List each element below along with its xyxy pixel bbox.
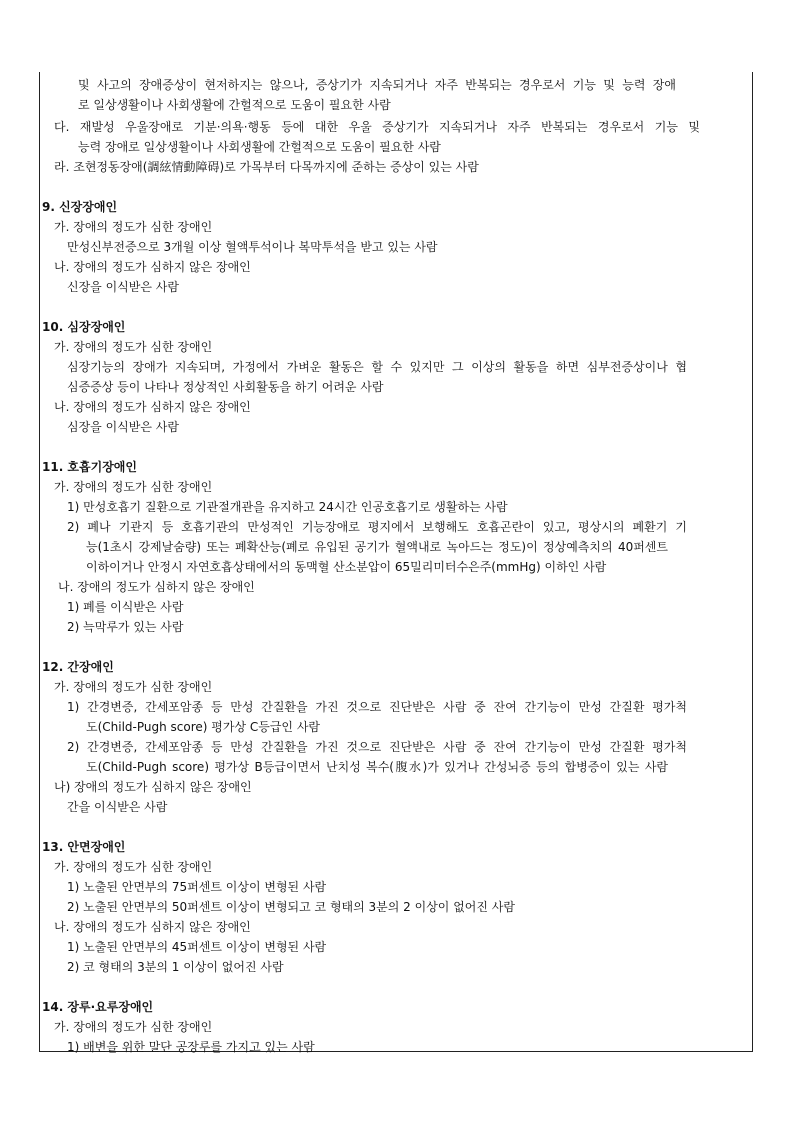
text-line: 가. 장애의 정도가 심한 장애인 <box>54 220 213 234</box>
text-line: 나) 장애의 정도가 심하지 않은 장애인 <box>54 780 252 794</box>
text-line: 1) 만성호흡기 질환으로 기관절개관을 유지하고 24시간 인공호흡기로 생활하는 사람 <box>67 500 508 514</box>
text-line: 나. 장애의 정도가 심하지 않은 장애인 <box>54 920 251 934</box>
text-line: 1) 폐를 이식받은 사람 <box>67 600 184 614</box>
text-line: 2) 폐나 기관지 등 호흡기관의 만성적인 기능장애로 평지에서 보행해도 호흡곤란이 있고, 평상시의 폐환기 기 <box>67 520 687 534</box>
text-line: 도(Child-Pugh score) 평가상 B등급이면서 난치성 복수(腹水)가 있거나 간성뇌증 등의 합병증이 있는 사람 <box>86 760 668 774</box>
text-line: 가. 장애의 정도가 심한 장애인 <box>54 480 213 494</box>
section-heading: 14. 장루·요루장애인 <box>42 1000 154 1014</box>
text-line: 능력 장애로 일상생활이나 사회생활에 간헐적으로 도움이 필요한 사람 <box>78 140 441 154</box>
text-line: 가. 장애의 정도가 심한 장애인 <box>54 680 213 694</box>
text-line: 심장을 이식받은 사람 <box>67 420 179 434</box>
text-line: 가. 장애의 정도가 심한 장애인 <box>54 860 213 874</box>
text-line: 심장기능의 장애가 지속되며, 가정에서 가벼운 활동은 할 수 있지만 그 이상의 활동을 하면 심부전증상이나 협 <box>67 360 687 374</box>
text-line: 1) 노출된 안면부의 75퍼센트 이상이 변형된 사람 <box>67 880 327 894</box>
text-line: 2) 노출된 안면부의 50퍼센트 이상이 변형되고 코 형태의 3분의 2 이상이 없어진 사람 <box>67 900 515 914</box>
section-heading: 13. 안면장애인 <box>42 840 126 854</box>
text-line: 및 사고의 장애증상이 현저하지는 않으나, 증상기가 지속되거나 자주 반복되는 경우로서 기능 및 능력 장애 <box>78 78 676 92</box>
text-line: 간을 이식받은 사람 <box>67 800 168 814</box>
section-heading: 10. 심장장애인 <box>42 320 126 334</box>
text-line: 나. 장애의 정도가 심하지 않은 장애인 <box>58 580 255 594</box>
text-line: 2) 코 형태의 3분의 1 이상이 없어진 사람 <box>67 960 284 974</box>
text-line: 만성신부전증으로 3개월 이상 혈액투석이나 복막투석을 받고 있는 사람 <box>67 240 438 254</box>
text-line: 도(Child-Pugh score) 평가상 C등급인 사람 <box>86 720 321 734</box>
text-line: 다. 재발성 우울장애로 기분·의욕·행동 등에 대한 우울 증상기가 지속되거나 자주 반복되는 경우로서 기능 및 <box>54 120 700 134</box>
section-heading: 9. 신장장애인 <box>42 200 118 214</box>
section-heading: 11. 호흡기장애인 <box>42 460 137 474</box>
text-line: 2) 간경변증, 간세포암종 등 만성 간질환을 가진 것으로 진단받은 사람 중 잔여 간기능이 만성 간질환 평가척 <box>67 740 687 754</box>
text-line: 능(1초시 강제날숨량) 또는 폐확산능(폐로 유입된 공기가 혈액내로 녹아드는 정도)이 정상예측치의 40퍼센트 <box>86 540 668 554</box>
text-line: 1) 노출된 안면부의 45퍼센트 이상이 변형된 사람 <box>67 940 327 954</box>
text-line: 가. 장애의 정도가 심한 장애인 <box>54 340 213 354</box>
text-line: 이하이거나 안정시 자연호흡상태에서의 동맥혈 산소분압이 65밀리미터수은주(mmHg) 이하인 사람 <box>86 560 607 574</box>
text-line: 나. 장애의 정도가 심하지 않은 장애인 <box>54 400 251 414</box>
text-line: 1) 배변을 위한 말단 공장루를 가지고 있는 사람 <box>67 1040 315 1054</box>
section-heading: 12. 간장애인 <box>42 660 114 674</box>
text-line: 나. 장애의 정도가 심하지 않은 장애인 <box>54 260 251 274</box>
text-line: 가. 장애의 정도가 심한 장애인 <box>54 1020 213 1034</box>
text-line: 심증증상 등이 나타나 정상적인 사회활동을 하기 어려운 사람 <box>67 380 384 394</box>
text-line: 로 일상생활이나 사회생활에 간헐적으로 도움이 필요한 사람 <box>78 98 391 112</box>
text-line: 신장을 이식받은 사람 <box>67 280 179 294</box>
text-line: 1) 간경변증, 간세포암종 등 만성 간질환을 가진 것으로 진단받은 사람 중 잔여 간기능이 만성 간질환 평가척 <box>67 700 687 714</box>
text-line: 2) 늑막루가 있는 사람 <box>67 620 184 634</box>
text-line: 라. 조현정동장애(調絃情動障碍)로 가목부터 다목까지에 준하는 증상이 있는 사람 <box>54 160 479 174</box>
